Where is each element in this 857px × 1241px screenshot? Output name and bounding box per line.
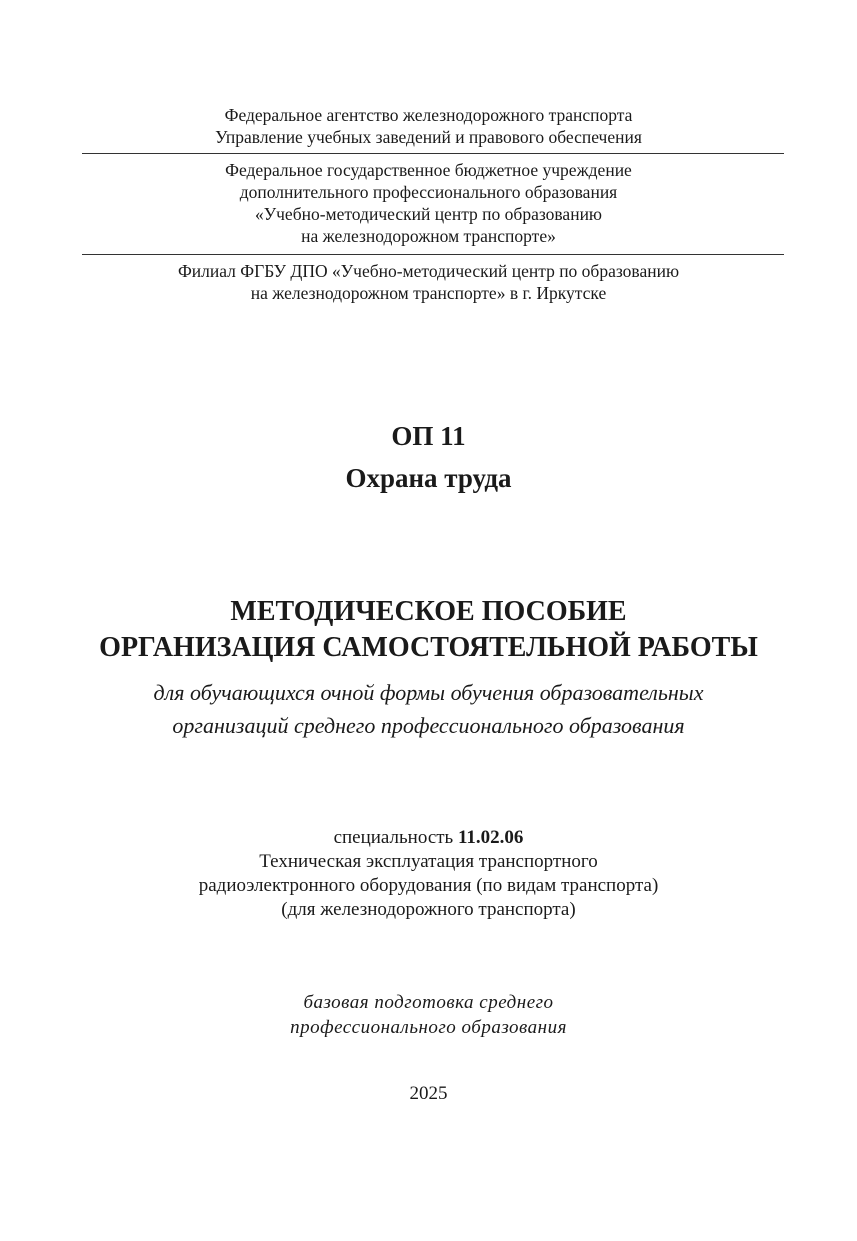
institution-line-2: дополнительного профессионального образования bbox=[239, 182, 618, 202]
specialty-code: 11.02.06 bbox=[457, 827, 524, 848]
branch-line-1: Филиал ФГБУ ДПО «Учебно-методический центр по образованию bbox=[177, 261, 680, 281]
specialty-block bbox=[0, 826, 857, 922]
document-title-line-1: МЕТОДИЧЕСКОЕ ПОСОБИЕ bbox=[230, 596, 627, 627]
audience-line-1: для обучающихся очной формы обучения образовательных bbox=[153, 680, 704, 705]
publication-year: 2025 bbox=[409, 1083, 448, 1104]
agency-department: Управление учебных заведений и правового обеспечения bbox=[215, 127, 642, 147]
institution-line-1: Федеральное государственное бюджетное учреждение bbox=[225, 160, 632, 180]
specialty-heading bbox=[0, 826, 857, 850]
specialty-line-3: (для железнодорожного транспорта) bbox=[281, 899, 576, 920]
audience-line-2: организаций среднего профессионального образования bbox=[172, 713, 685, 738]
agency-header bbox=[0, 104, 857, 148]
discipline-code: ОП 11 bbox=[391, 421, 466, 451]
discipline-name: Охрана труда bbox=[345, 463, 512, 493]
header-divider-1 bbox=[82, 153, 784, 154]
agency-name: Федеральное агентство железнодорожного транспорта bbox=[224, 105, 633, 125]
education-level bbox=[0, 990, 857, 1040]
branch-header bbox=[0, 260, 857, 304]
institution-line-3: «Учебно-методический центр по образованию bbox=[254, 204, 603, 224]
education-level-line-1: базовая подготовка среднего bbox=[303, 992, 554, 1013]
header-divider-2 bbox=[82, 254, 784, 255]
audience-subtitle bbox=[0, 676, 857, 742]
branch-line-2: на железнодорожном транспорте» в г. Иркутске bbox=[250, 283, 607, 303]
document-title-line-2: ОРГАНИЗАЦИЯ САМОСТОЯТЕЛЬНОЙ РАБОТЫ bbox=[99, 632, 758, 663]
education-level-line-2: профессионального образования bbox=[290, 1017, 567, 1038]
specialty-line-2: радиоэлектронного оборудования (по видам транспорта) bbox=[198, 875, 659, 896]
institution-line-4: на железнодорожном транспорте» bbox=[301, 226, 556, 246]
specialty-line-1: Техническая эксплуатация транспортного bbox=[259, 851, 598, 872]
specialty-label: специальность bbox=[333, 827, 454, 848]
document-title bbox=[0, 594, 857, 666]
institution-header bbox=[0, 159, 857, 247]
